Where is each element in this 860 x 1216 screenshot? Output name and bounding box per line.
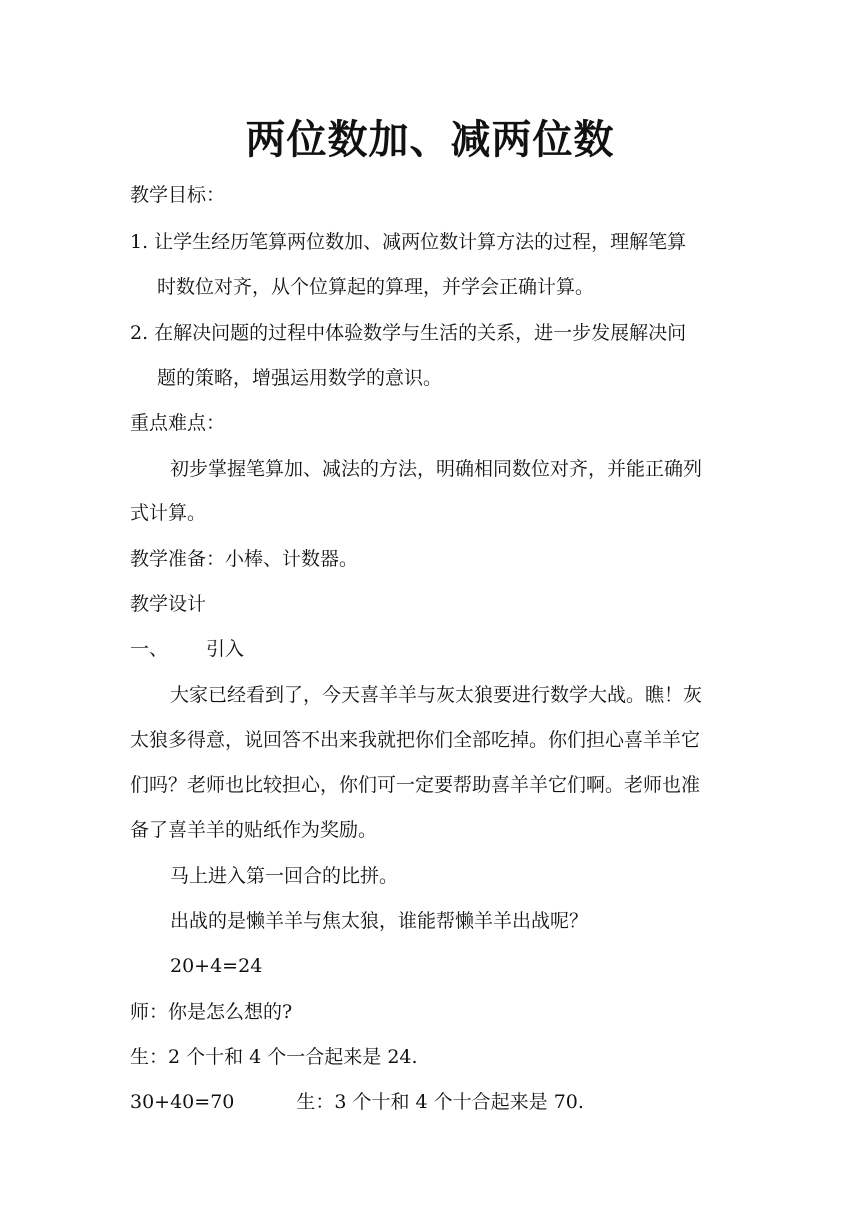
student-answer-2: 生：3 个十和 4 个十合起来是 70. xyxy=(296,1091,584,1113)
document-title: 两位数加、减两位数 xyxy=(245,116,615,163)
intro-line-3: 们吗？老师也比较担心，你们可一定要帮助喜羊羊它们啊。老师也准 xyxy=(130,774,701,796)
section-1-title: 引入 xyxy=(206,638,245,660)
teaching-preparation: 教学准备：小棒、计数器。 xyxy=(130,548,359,570)
key-points-heading: 重点难点： xyxy=(130,412,226,434)
intro-line-2: 太狼多得意，说回答不出来我就把你们全部吃掉。你们担心喜羊羊它 xyxy=(130,729,701,751)
fighters-text: 出战的是懒羊羊与焦太狼，谁能帮懒羊羊出战呢？ xyxy=(170,910,589,932)
intro-line-4: 备了喜羊羊的贴纸作为奖励。 xyxy=(130,819,378,841)
round-1-text: 马上进入第一回合的比拼。 xyxy=(170,865,399,887)
equation-2-row xyxy=(130,1088,740,1116)
section-1-number: 一、 xyxy=(130,638,169,660)
objective-1-line-2: 时数位对齐，从个位算起的算理，并学会正确计算。 xyxy=(157,276,595,298)
equation-1: 20+4=24 xyxy=(170,955,263,977)
key-points-line-1: 初步掌握笔算加、减法的方法，明确相同数位对齐，并能正确列 xyxy=(170,458,703,480)
objective-2-line-1: 2. 在解决问题的过程中体验数学与生活的关系，进一步发展解决问 xyxy=(130,322,687,344)
equation-2: 30+40=70 xyxy=(130,1091,235,1113)
objective-1-line-1: 1. 让学生经历笔算两位数加、减两位数计算方法的过程，理解笔算 xyxy=(130,231,687,253)
objectives-heading: 教学目标： xyxy=(130,184,226,206)
intro-line-1: 大家已经看到了，今天喜羊羊与灰太狼要进行数学大战。瞧！灰 xyxy=(170,684,703,706)
objective-2-line-2: 题的策略，增强运用数学的意识。 xyxy=(157,367,443,389)
design-heading: 教学设计 xyxy=(130,593,207,615)
teacher-question: 师：你是怎么想的? xyxy=(130,1001,293,1023)
student-answer-1: 生：2 个十和 4 个一合起来是 24. xyxy=(130,1046,418,1068)
section-1-heading xyxy=(130,635,740,663)
key-points-line-2: 式计算。 xyxy=(130,502,207,524)
